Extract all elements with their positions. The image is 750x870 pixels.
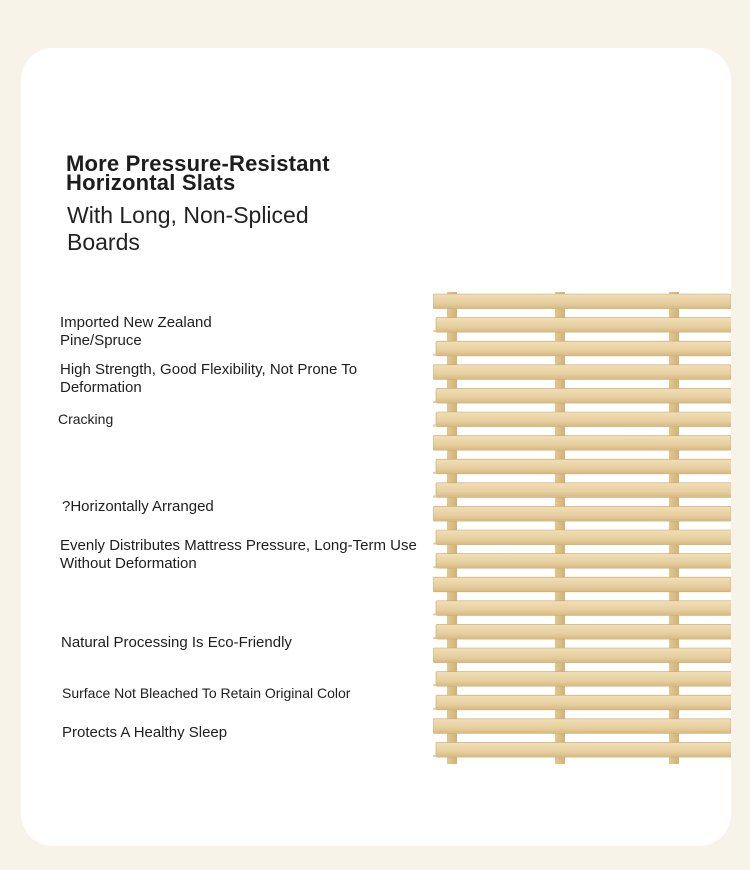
wood-slat xyxy=(436,318,731,333)
slat-shadow xyxy=(433,401,731,403)
slat-shadow xyxy=(433,755,731,757)
wood-slat xyxy=(436,672,731,687)
wood-slat xyxy=(433,719,731,734)
wood-slat xyxy=(436,530,731,545)
slat-shadow xyxy=(433,448,731,450)
feature-arrangement: ?Horizontally Arranged xyxy=(62,498,214,515)
horizontal-slats xyxy=(433,294,731,757)
wood-slat xyxy=(436,412,731,427)
feature-eco: Natural Processing Is Eco-Friendly xyxy=(61,634,292,651)
wood-slat xyxy=(433,294,731,309)
slat-shadow xyxy=(433,637,731,639)
slat-shadow xyxy=(433,708,731,710)
support-rail xyxy=(669,292,679,764)
wood-slat xyxy=(436,341,731,356)
wood-slat xyxy=(433,506,731,521)
wood-slat xyxy=(436,388,731,403)
wood-slat xyxy=(433,365,731,380)
wood-slat xyxy=(436,459,731,474)
slat-shadow xyxy=(433,472,731,474)
feature-sleep: Protects A Healthy Sleep xyxy=(62,724,228,741)
slat-shadow xyxy=(433,495,731,497)
product-card xyxy=(21,48,731,846)
wood-slat xyxy=(436,742,731,757)
slat-shadow xyxy=(433,566,731,568)
support-rail xyxy=(555,292,565,764)
feature-pressure: Evenly Distributes Mattress Pressure, Long-Term Use Without Deformation xyxy=(60,537,417,572)
feature-cracking: Cracking xyxy=(58,411,114,427)
slat-shadow xyxy=(433,330,731,332)
slat-shadow xyxy=(433,543,731,545)
wood-slat xyxy=(436,624,731,639)
slat-shadow xyxy=(433,519,731,521)
slat-shadow xyxy=(433,590,731,592)
support-rail xyxy=(447,292,457,764)
product-subtitle: With Long, Non-Spliced Boards xyxy=(67,202,309,255)
wooden-slat-bed-base-image xyxy=(433,292,731,764)
slat-shadow xyxy=(433,377,731,379)
feature-material: Imported New Zealand Pine/Spruce xyxy=(60,314,212,349)
wood-slat xyxy=(436,601,731,616)
slat-shadow xyxy=(433,354,731,356)
product-title: More Pressure-Resistant Horizontal Slats xyxy=(66,151,330,195)
wood-slat xyxy=(436,483,731,498)
support-rails xyxy=(447,292,679,764)
slat-shadow xyxy=(433,731,731,733)
wood-slat xyxy=(433,577,731,592)
feature-color: Surface Not Bleached To Retain Original Color xyxy=(62,685,351,701)
wood-slat xyxy=(436,695,731,710)
slat-shadow xyxy=(433,307,731,309)
slat-shadow xyxy=(433,684,731,686)
feature-strength: High Strength, Good Flexibility, Not Prone To Deformation xyxy=(60,361,358,396)
wood-slat xyxy=(433,648,731,663)
wood-slat xyxy=(436,554,731,569)
slat-shadow xyxy=(433,425,731,427)
wood-slat xyxy=(433,436,731,451)
slat-shadow xyxy=(433,661,731,663)
slat-shadow xyxy=(433,613,731,615)
